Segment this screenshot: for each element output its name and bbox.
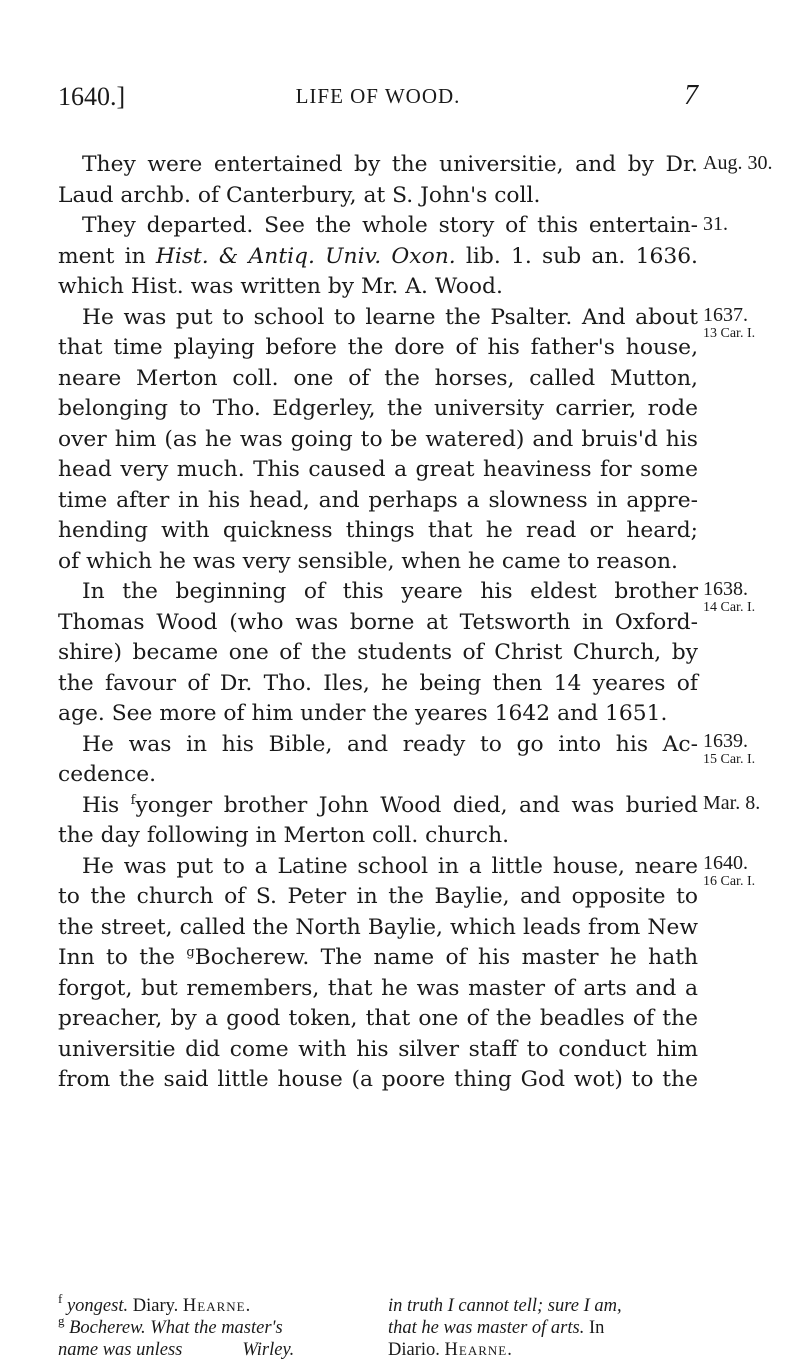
footnote-line: in truth I cannot tell; sure I am, [388,1296,622,1316]
footnote-line: Diario. Hearne. [388,1340,513,1360]
text-line: His $^f$yonger brother John Wood died, and was buried [82,792,698,818]
text-line: age. See more of him under the yeares 1642 and 1651. [58,701,668,726]
header-title: LIFE OF WOOD. [295,84,461,108]
margin-note: Aug. 30. [703,152,773,174]
text-line: forgot, but remembers, that he was master of arts and a [58,975,698,1001]
footnotes-right [388,1295,708,1361]
margin-note: 1637. 13 Car. I. [703,304,756,341]
text-line: to the church of S. Peter in the Baylie, and opposite to [58,884,698,909]
text-line: cedence. [58,762,157,787]
text-line: which Hist. was written by Mr. A. Wood. [58,274,503,299]
text-line: In the beginning of this yeare his eldest brother [82,579,698,604]
footnote-line: $^g$ Bocherew. What the master's [58,1313,283,1338]
header-year: 1640.] [58,82,126,111]
text-line: He was put to a Latine school in a little house, neare [82,853,698,879]
text-line: over him (as he was going to be watered) and bruis'd his [58,426,698,452]
footnote-mark: g [186,945,195,960]
text-line: He was put to school to learne the Psalter. And about [82,304,698,330]
text-line: Thomas Wood (who was borne at Tetsworth in Oxford- [58,609,698,635]
text-line: universitie did come with his silver staff to conduct him [58,1036,698,1062]
footnote-mark: f [130,792,136,808]
margin-note: 31. [703,213,728,235]
text-line: from the said little house (a poore thing God wot) to the [58,1067,698,1092]
margin-note: 1640. 16 Car. I. [703,852,756,889]
text-line: He was in his Bible, and ready to go into his Ac- [82,731,698,757]
footnote-line: $^f$ yongest. Diary. Hearne. [58,1291,252,1316]
text-line: belonging to Tho. Edgerley, the university carrier, rode [58,396,698,421]
text-line: time after in his head, and perhaps a slowness in appre- [58,487,698,513]
text-line: They were entertained by the universitie, and by Dr. [82,152,698,177]
main-text [58,150,698,1096]
footnote-line: name was unless Wirley. [58,1340,295,1360]
text-line: the day following in Merton coll. church. [58,823,510,848]
text-line: shire) became one of the students of Christ Church, by [58,640,698,665]
running-header [58,82,698,122]
book-title: Hist. & Antiq. Univ. Oxon. [155,243,456,269]
text-line: They departed. See the whole story of this entertain- [82,213,698,238]
text-line: Laud archb. of Canterbury, at S. John's coll. [58,182,541,208]
page-number: 7 [684,80,698,111]
footnote-line: that he was master of arts. In [388,1318,605,1338]
text-line: hending with quickness things that he read or heard; [58,518,698,543]
text-line: ment in Hist. & Antiq. Univ. Oxon. lib. 1. sub an. 1636. [58,243,698,269]
text-line: Inn to the $^g$Bocherew. The name of his master he hath [58,945,699,970]
text-line: neare Merton coll. one of the horses, called Mutton, [58,365,698,391]
margin-note: 1639. 15 Car. I. [703,730,756,767]
footnotes-left [58,1291,378,1361]
text-line: of which he was very sensible, when he came to reason. [58,548,678,574]
text-line: preacher, by a good token, that one of the beadles of the [58,1006,698,1031]
text-line: the favour of Dr. Tho. Iles, he being then 14 yeares of [58,670,698,696]
margin-note: Mar. 8. [703,792,761,814]
margin-note: 1638. 14 Car. I. [703,578,756,615]
text-line: the street, called the North Baylie, which leads from New [58,914,698,940]
text-line: that time playing before the dore of his father's house, [58,335,698,360]
text-line: head very much. This caused a great heaviness for some [58,457,698,482]
